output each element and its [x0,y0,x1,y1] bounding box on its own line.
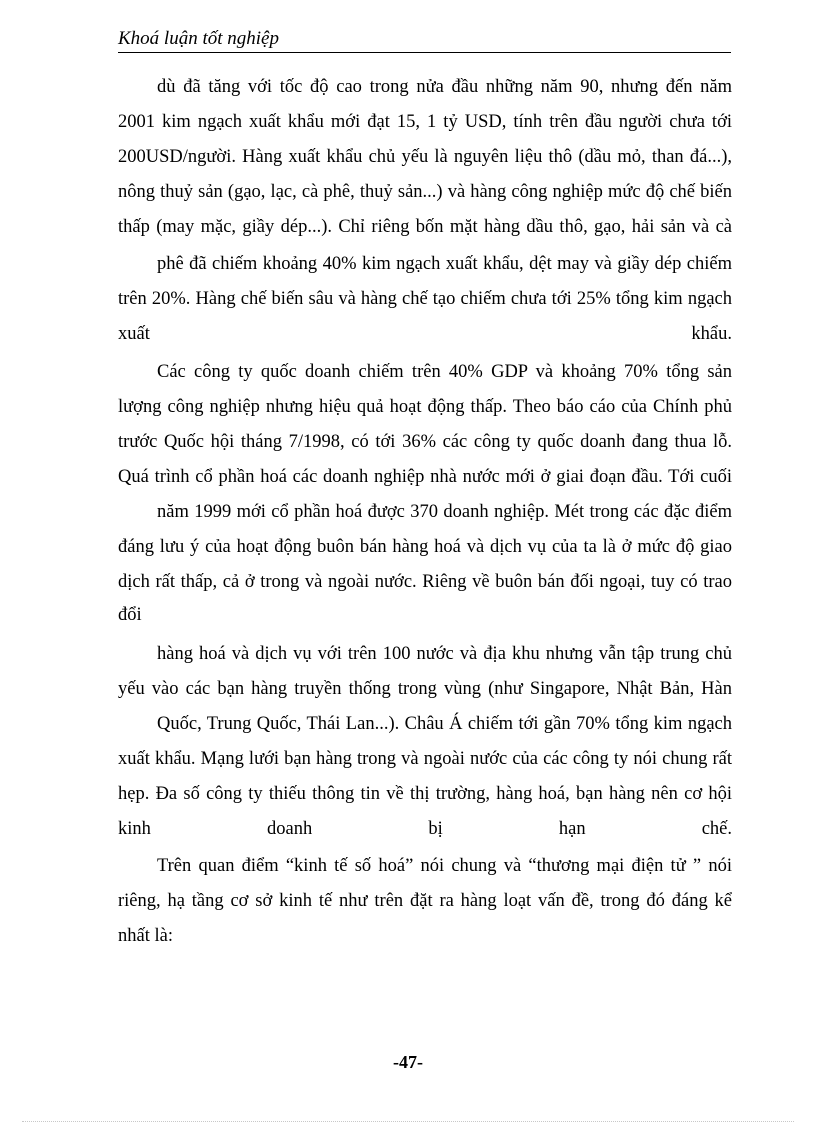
text-line: năm 1999 mới cổ phần hoá được 370 doanh nghiệp. Mét trong các đặc điểm [157,502,732,522]
text-line: thấp (may mặc, giầy dép...). Chỉ riêng bốn mặt hàng dầu thô, gạo, hải sản và cà [118,217,732,237]
text-line: 2001 kim ngạch xuất khẩu mới đạt 15, 1 tỷ USD, tính trên đầu người chưa tới [118,112,732,132]
text-line: xuất khẩu. [118,324,732,344]
page-number: -47- [393,1052,423,1072]
text-line: 200USD/người. Hàng xuất khẩu chủ yếu là nguyên liệu thô (dầu mỏ, than đá...), [118,147,732,167]
text-line: Quá trình cổ phần hoá các doanh nghiệp nhà nước mới ở giai đoạn đầu. Tới cuối [118,467,732,487]
text-line: trên 20%. Hàng chế biến sâu và hàng chế tạo chiếm chưa tới 25% tổng kim ngạch [118,289,732,309]
text-line: đổi [118,605,142,625]
page-bottom-edge [22,1121,794,1122]
text-line: nhất là: [118,926,173,946]
text-line: Trên quan điểm “kinh tế số hoá” nói chung và “thương mại điện tử ” nói [157,856,732,876]
text-line: nông thuỷ sản (gạo, lạc, cà phê, thuỷ sản...) và hàng công nghiệp mức độ chế biến [118,182,732,202]
page-header [118,28,731,53]
text-line: đáng lưu ý của hoạt động buôn bán hàng hoá và dịch vụ của ta là ở mức độ giao [118,537,732,557]
text-line: phê đã chiếm khoảng 40% kim ngạch xuất khẩu, dệt may và giầy dép chiếm [157,254,732,274]
text-line: yếu vào các bạn hàng truyền thống trong vùng (như Singapore, Nhật Bản, Hàn [118,679,732,699]
text-line: xuất khẩu. Mạng lưới bạn hàng trong và ngoài nước của các công ty nói chung rất [118,749,732,769]
header-title: Khoá luận tốt nghiệp [118,28,279,49]
text-line: Quốc, Trung Quốc, Thái Lan...). Châu Á chiếm tới gần 70% tổng kim ngạch [157,714,732,734]
text-line: kinh doanh bị hạn chế. [118,819,732,839]
text-line: lượng công nghiệp nhưng hiệu quả hoạt động thấp. Theo báo cáo của Chính phủ [118,397,732,417]
text-line: hẹp. Đa số công ty thiếu thông tin về thị trường, hàng hoá, bạn hàng nên cơ hội [118,784,732,804]
text-line: dù đã tăng với tốc độ cao trong nửa đầu những năm 90, nhưng đến năm [157,77,732,97]
text-line: trước Quốc hội tháng 7/1998, có tới 36% các công ty quốc doanh đang thua lỗ. [118,432,732,452]
text-line: Các công ty quốc doanh chiếm trên 40% GDP và khoảng 70% tổng sản [157,362,732,382]
text-line: dịch rất thấp, cả ở trong và ngoài nước. Riêng về buôn bán đối ngoại, tuy có trao [118,572,732,592]
text-line: riêng, hạ tầng cơ sở kinh tế như trên đặt ra hàng loạt vấn đề, trong đó đáng kể [118,891,732,911]
text-line: hàng hoá và dịch vụ với trên 100 nước và địa khu nhưng vẫn tập trung chủ [157,644,732,664]
